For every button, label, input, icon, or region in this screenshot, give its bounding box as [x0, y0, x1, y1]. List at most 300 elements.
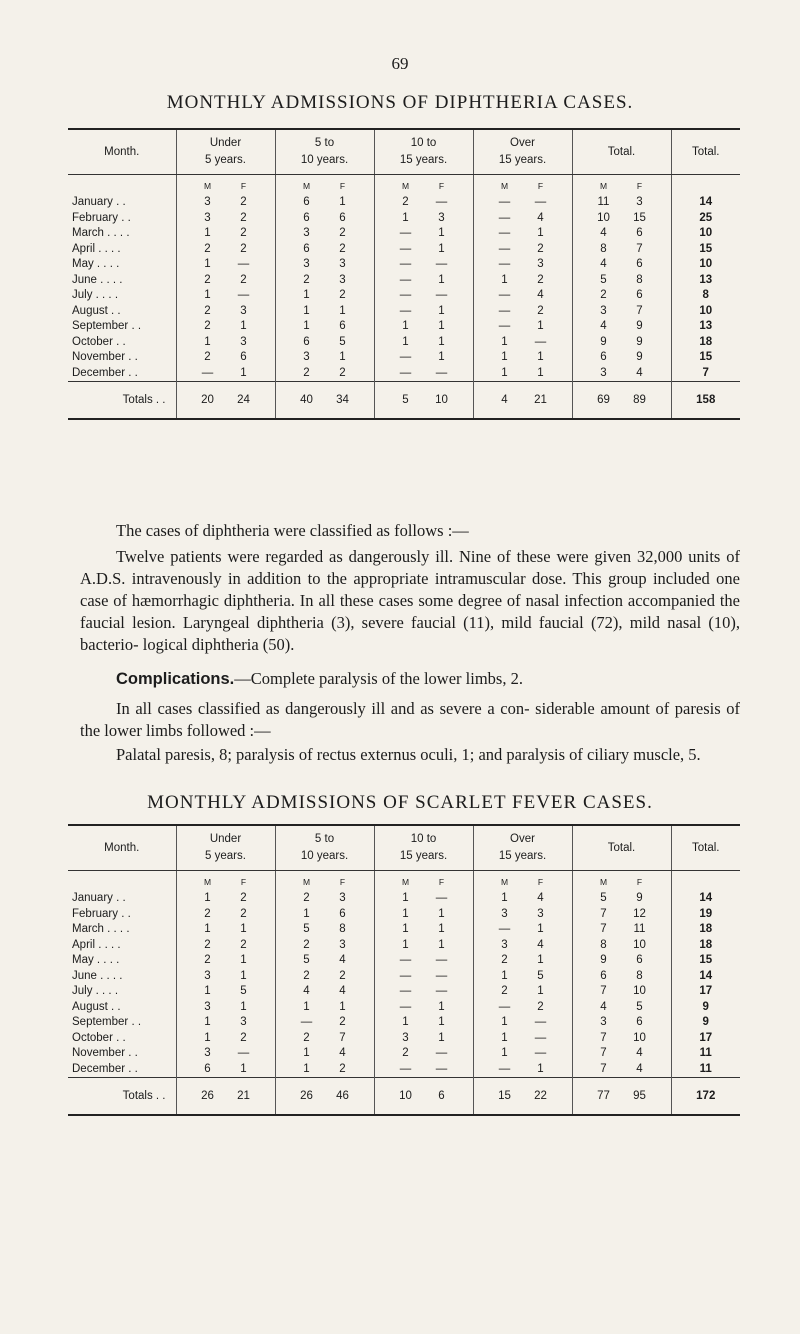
under-5-cell-f: 2 — [240, 907, 247, 920]
over-15-cell-m: — — [498, 320, 511, 332]
total-cell: 9 — [671, 1015, 740, 1031]
total-header: Total. — [671, 129, 740, 175]
over-15-cell-m: 15 — [498, 1090, 511, 1102]
10-to-15-cell — [374, 1015, 473, 1031]
under-5-cell-f: — — [237, 289, 250, 301]
over-15-cell — [473, 938, 572, 954]
total-mf-cell — [572, 891, 671, 907]
10-to-15-cell-m: — — [399, 366, 412, 379]
10-to-15-header — [374, 129, 473, 175]
10-to-15-cell-f: 1 — [438, 304, 445, 317]
dangerously-ill-paragraph: Twelve patients were regarded as dangerously ill. Nine of these were given 32,000 units of A.D.S. intravenously in addition to the appropriate intramuscular dose. This group included one case of hæmorrhagic diphtheria. In all these cases some degree of nasal infection accompanied the faucial lesion. Laryngeal diphtheria (3), severe faucial (11), mild faucial (72), mild nasal (10), bacterio- logical diphtheria (50). — [80, 547, 740, 654]
table-row — [68, 304, 740, 320]
under-5-cell — [176, 938, 275, 954]
under-5-cell-m: 6 — [204, 1062, 211, 1075]
10-to-15-cell — [374, 257, 473, 273]
10-to-15-cell — [374, 366, 473, 382]
mf-subheader — [473, 175, 572, 196]
10-to-15-cell-f: 1 — [438, 273, 445, 286]
table-row — [68, 319, 740, 335]
total-cell: 15 — [671, 242, 740, 258]
month-cell: February . . — [72, 907, 131, 920]
10-to-15-cell-f: 1 — [438, 938, 445, 951]
under-5-cell — [176, 226, 275, 242]
total-mf-cell — [572, 366, 671, 382]
under-5-cell-f: 1 — [240, 320, 247, 332]
m-label: M — [302, 181, 311, 191]
mf-subheader — [275, 871, 374, 892]
5-to-10-header-line1: 5 to — [314, 833, 335, 845]
10-to-15-cell-f: 1 — [438, 227, 445, 239]
total-cell: 17 — [671, 984, 740, 1000]
under-5-cell-f: 5 — [240, 985, 247, 997]
under-5-cell — [176, 273, 275, 289]
5-to-10-cell — [275, 257, 374, 273]
over-15-cell-f: 2 — [537, 242, 544, 255]
total-mf-cell — [572, 335, 671, 351]
total-cell: 11 — [671, 1046, 740, 1062]
10-to-15-cell-m: — — [399, 1062, 412, 1075]
under-5-cell-m: 2 — [204, 954, 211, 966]
10-to-15-cell-m: 1 — [402, 907, 409, 920]
mf-subheader — [374, 175, 473, 196]
total-mf-cell-m: 5 — [600, 273, 607, 286]
over-15-cell-m: 1 — [501, 366, 508, 379]
over-15-cell-f: 4 — [537, 211, 544, 224]
under-5-cell-f: — — [237, 258, 250, 270]
10-to-15-cell-f: 1 — [438, 320, 445, 332]
total-mf-cell-f: 89 — [633, 394, 646, 406]
over-15-cell — [473, 211, 572, 227]
over-15-cell-m: 1 — [501, 1016, 508, 1028]
5-to-10-cell-m: 1 — [303, 907, 310, 920]
month-cell: March . . . . — [72, 923, 130, 935]
10-to-15-cell — [374, 969, 473, 985]
5-to-10-cell-m: 6 — [303, 242, 310, 255]
under-5-cell-m: 1 — [204, 892, 211, 904]
over-15-cell-m: 3 — [501, 938, 508, 951]
table-row — [68, 195, 740, 211]
under-5-cell — [176, 922, 275, 938]
table-row — [68, 1046, 740, 1062]
month-cell: December . . — [72, 1062, 138, 1075]
over-15-cell-m: 3 — [501, 907, 508, 920]
total-mf-cell-f: 11 — [633, 923, 646, 935]
5-to-10-cell-m: 6 — [303, 211, 310, 224]
month-cell: June . . . . — [72, 273, 123, 286]
over-15-cell-f: 3 — [537, 907, 544, 920]
10-to-15-cell-f: — — [435, 289, 448, 301]
10-to-15-cell — [374, 1046, 473, 1062]
5-to-10-cell — [275, 1000, 374, 1016]
total-mf-header: Total. — [572, 825, 671, 871]
under-5-header-line1: Under — [209, 137, 242, 149]
total-mf-cell — [572, 226, 671, 242]
under-5-cell-f: 24 — [237, 394, 250, 406]
m-label: M — [401, 877, 410, 887]
total-mf-cell-f: 9 — [636, 335, 643, 348]
10-to-15-cell-f: — — [435, 985, 448, 997]
under-5-cell-f: 1 — [240, 954, 247, 966]
over-15-cell-m: — — [498, 196, 511, 208]
mf-subheader — [473, 871, 572, 892]
over-15-cell-f: 3 — [537, 258, 544, 270]
10-to-15-cell-f: — — [435, 1062, 448, 1075]
table-row — [68, 938, 740, 954]
5-to-10-cell-m: 1 — [303, 1047, 310, 1059]
under-5-cell — [176, 257, 275, 273]
total-cell: 25 — [671, 211, 740, 227]
over-15-cell-f: 1 — [537, 227, 544, 239]
under-5-cell — [176, 907, 275, 923]
10-to-15-cell-f: 1 — [438, 351, 445, 363]
10-to-15-cell-m: 5 — [402, 394, 409, 406]
5-to-10-cell — [275, 1031, 374, 1047]
over-15-cell — [473, 1062, 572, 1078]
f-label: F — [636, 181, 643, 191]
over-15-cell — [473, 922, 572, 938]
month-cell: August . . — [72, 304, 121, 317]
under-5-cell-f: 1 — [240, 1062, 247, 1075]
total-mf-cell — [572, 984, 671, 1000]
over-15-cell-m: 4 — [501, 394, 508, 406]
table-row — [68, 257, 740, 273]
total-mf-cell — [572, 257, 671, 273]
10-to-15-cell — [374, 242, 473, 258]
5-to-10-cell-f: 2 — [339, 1016, 346, 1028]
under-5-header — [176, 825, 275, 871]
page-number: 69 — [391, 54, 409, 73]
table-row — [68, 1015, 740, 1031]
5-to-10-header-line1: 5 to — [314, 137, 335, 149]
month-cell: August . . — [72, 1000, 121, 1013]
over-15-cell-f: 2 — [537, 304, 544, 317]
5-to-10-cell-m: 1 — [303, 289, 310, 301]
complications-text: —Complete paralysis of the lower limbs, 2. — [234, 669, 523, 688]
10-to-15-cell-m: 1 — [402, 320, 409, 332]
f-label: F — [537, 877, 544, 887]
5-to-10-cell — [275, 1046, 374, 1062]
under-5-cell-m: 3 — [204, 196, 211, 208]
table-row — [68, 969, 740, 985]
total-mf-cell — [572, 319, 671, 335]
under-5-cell-f: 1 — [240, 1000, 247, 1013]
5-to-10-cell — [275, 891, 374, 907]
under-5-cell — [176, 1078, 275, 1116]
total-cell: 19 — [671, 907, 740, 923]
over-15-cell-m: 1 — [501, 1031, 508, 1044]
month-cell: April . . . . — [72, 242, 121, 255]
total-mf-cell-f: 8 — [636, 273, 643, 286]
mf-subheader — [176, 175, 275, 196]
f-label: F — [438, 877, 445, 887]
total-cell: 18 — [671, 922, 740, 938]
total-cell: 8 — [671, 288, 740, 304]
10-to-15-cell — [374, 1000, 473, 1016]
10-to-15-cell-m: 1 — [402, 211, 409, 224]
under-5-cell — [176, 195, 275, 211]
5-to-10-cell-f: 6 — [339, 907, 346, 920]
under-5-cell — [176, 242, 275, 258]
total-mf-cell-f: 6 — [636, 289, 643, 301]
10-to-15-cell-f: — — [435, 258, 448, 270]
under-5-cell-m: 3 — [204, 969, 211, 982]
table-row — [68, 984, 740, 1000]
total-mf-cell — [572, 1000, 671, 1016]
10-to-15-cell — [374, 891, 473, 907]
5-to-10-cell — [275, 226, 374, 242]
10-to-15-cell — [374, 211, 473, 227]
total-mf-cell — [572, 969, 671, 985]
5-to-10-cell — [275, 1015, 374, 1031]
over-15-cell-m: 1 — [501, 1047, 508, 1059]
under-5-cell-m: — — [201, 366, 214, 379]
total-cell: 15 — [671, 350, 740, 366]
month-cell: January . . — [72, 196, 126, 208]
total-cell: 14 — [671, 891, 740, 907]
10-to-15-cell — [374, 273, 473, 289]
total-cell: 13 — [671, 319, 740, 335]
under-5-cell-m: 1 — [204, 289, 211, 301]
totals-row — [68, 1078, 740, 1116]
10-to-15-cell — [374, 953, 473, 969]
total-mf-cell-f: 95 — [633, 1090, 646, 1102]
mf-subheader — [176, 871, 275, 892]
under-5-cell — [176, 304, 275, 320]
month-cell: September . . — [72, 1016, 142, 1028]
mf-subheader — [572, 175, 671, 196]
month-cell: July . . . . — [72, 985, 119, 997]
under-5-cell-m: 2 — [204, 273, 211, 286]
5-to-10-cell-f: 2 — [339, 289, 346, 301]
month-cell: March . . . . — [72, 227, 130, 239]
10-to-15-cell — [374, 304, 473, 320]
table-row — [68, 226, 740, 242]
over-15-cell-f: — — [534, 1047, 547, 1059]
over-15-cell — [473, 1046, 572, 1062]
10-to-15-cell-f: — — [435, 366, 448, 379]
total-mf-cell — [572, 288, 671, 304]
under-5-cell-m: 20 — [201, 394, 214, 406]
palatal-paragraph: Palatal paresis, 8; paralysis of rectus externus oculi, 1; and paralysis of ciliary muscle, 5. — [116, 745, 701, 764]
total-mf-cell-m: 9 — [600, 335, 607, 348]
complications-paragraph — [80, 668, 740, 690]
5-to-10-cell — [275, 1062, 374, 1078]
5-to-10-cell — [275, 938, 374, 954]
5-to-10-cell-f: 3 — [339, 892, 346, 904]
10-to-15-header-line2: 15 years. — [399, 850, 448, 862]
5-to-10-cell-m: 5 — [303, 923, 310, 935]
total-mf-cell — [572, 938, 671, 954]
5-to-10-cell-f: 5 — [339, 335, 346, 348]
under-5-cell-m: 2 — [204, 938, 211, 951]
total-mf-cell-f: 4 — [636, 366, 643, 379]
total-cell: 18 — [671, 335, 740, 351]
under-5-cell-f: 2 — [240, 196, 247, 208]
over-15-cell-f: 1 — [537, 351, 544, 363]
5-to-10-cell — [275, 211, 374, 227]
5-to-10-cell — [275, 969, 374, 985]
under-5-cell-m: 3 — [204, 1047, 211, 1059]
total-mf-cell-f: 4 — [636, 1062, 643, 1075]
under-5-cell-m: 1 — [204, 227, 211, 239]
total-cell: 18 — [671, 938, 740, 954]
5-to-10-cell-m: 1 — [303, 1062, 310, 1075]
10-to-15-cell-m: 2 — [402, 196, 409, 208]
10-to-15-cell-f: 1 — [438, 1016, 445, 1028]
5-to-10-cell-f: 8 — [339, 923, 346, 935]
month-cell: November . . — [72, 1047, 138, 1059]
10-to-15-cell-m: — — [399, 242, 412, 255]
over-15-header — [473, 825, 572, 871]
total-header: Total. — [671, 825, 740, 871]
under-5-cell-f: 2 — [240, 242, 247, 255]
total-mf-cell-m: 5 — [600, 892, 607, 904]
10-to-15-cell-f: — — [435, 1047, 448, 1059]
diphtheria-table-title: MONTHLY ADMISSIONS OF DIPHTHERIA CASES. — [166, 92, 634, 113]
5-to-10-cell-m: 2 — [303, 969, 310, 982]
10-to-15-cell-f: 10 — [435, 394, 448, 406]
under-5-cell-m: 2 — [204, 907, 211, 920]
10-to-15-cell-m: 1 — [402, 923, 409, 935]
m-label: M — [203, 181, 212, 191]
over-15-header-line1: Over — [510, 833, 535, 845]
over-15-cell-m: 2 — [501, 985, 508, 997]
total-cell: 158 — [671, 382, 740, 420]
10-to-15-cell-m: — — [399, 969, 412, 982]
10-to-15-cell-m: — — [399, 954, 412, 966]
10-to-15-cell-m: 10 — [399, 1090, 412, 1102]
total-mf-cell-m: 6 — [600, 351, 607, 363]
5-to-10-cell-m: 2 — [303, 366, 310, 379]
5-to-10-cell-m: 2 — [303, 1031, 310, 1044]
table-row — [68, 335, 740, 351]
under-5-cell — [176, 335, 275, 351]
10-to-15-cell-f: — — [435, 196, 448, 208]
5-to-10-cell-f: 1 — [339, 196, 346, 208]
m-label: M — [203, 877, 212, 887]
5-to-10-cell-f: 46 — [336, 1090, 349, 1102]
10-to-15-cell — [374, 288, 473, 304]
5-to-10-cell-f: 2 — [339, 366, 346, 379]
5-to-10-cell-m: 1 — [303, 320, 310, 332]
classification-intro: The cases of diphtheria were classified as follows :— — [116, 521, 469, 540]
over-15-cell — [473, 1015, 572, 1031]
over-15-cell-f: 21 — [534, 394, 547, 406]
10-to-15-cell-m: 1 — [402, 938, 409, 951]
under-5-header-line2: 5 years. — [205, 850, 246, 862]
total-mf-cell-m: 6 — [600, 969, 607, 982]
under-5-cell — [176, 382, 275, 420]
10-to-15-cell-f: 1 — [438, 242, 445, 255]
over-15-cell — [473, 288, 572, 304]
10-to-15-cell — [374, 907, 473, 923]
under-5-cell — [176, 891, 275, 907]
10-to-15-cell — [374, 382, 473, 420]
5-to-10-cell-f: 6 — [339, 211, 346, 224]
5-to-10-cell-f: 1 — [339, 351, 346, 363]
total-mf-cell-f: 6 — [636, 227, 643, 239]
over-15-cell-m: — — [498, 258, 511, 270]
5-to-10-cell-f: 7 — [339, 1031, 346, 1044]
over-15-cell-f: 4 — [537, 938, 544, 951]
over-15-cell — [473, 366, 572, 382]
total-mf-cell-f: 9 — [636, 320, 643, 332]
over-15-cell — [473, 1031, 572, 1047]
10-to-15-cell — [374, 226, 473, 242]
total-mf-cell-m: 7 — [600, 1062, 607, 1075]
table-row — [68, 288, 740, 304]
month-cell: September . . — [72, 320, 142, 332]
5-to-10-cell-f: 2 — [339, 969, 346, 982]
10-to-15-cell — [374, 922, 473, 938]
5-to-10-cell-m: 1 — [303, 304, 310, 317]
month-header: Month. — [68, 825, 176, 871]
over-15-cell-f: 2 — [537, 273, 544, 286]
under-5-cell-m: 2 — [204, 320, 211, 332]
under-5-cell-f: 2 — [240, 1031, 247, 1044]
under-5-header — [176, 129, 275, 175]
10-to-15-cell-m: 2 — [402, 1047, 409, 1059]
total-mf-cell-m: 10 — [597, 211, 610, 224]
over-15-header-line2: 15 years. — [498, 850, 547, 862]
over-15-cell-m: 1 — [501, 273, 508, 286]
5-to-10-cell-f: 2 — [339, 227, 346, 239]
over-15-cell — [473, 953, 572, 969]
10-to-15-cell — [374, 335, 473, 351]
over-15-cell-f: 1 — [537, 366, 544, 379]
total-mf-cell-f: 6 — [636, 1016, 643, 1028]
total-mf-cell-m: 3 — [600, 304, 607, 317]
under-5-cell — [176, 288, 275, 304]
total-mf-cell — [572, 304, 671, 320]
over-15-cell — [473, 257, 572, 273]
total-mf-cell-m: 7 — [600, 907, 607, 920]
over-15-cell-m: — — [498, 1000, 511, 1013]
5-to-10-cell-f: 2 — [339, 1062, 346, 1075]
under-5-cell-m: 2 — [204, 351, 211, 363]
over-15-cell — [473, 1078, 572, 1116]
under-5-cell — [176, 1062, 275, 1078]
under-5-cell — [176, 1046, 275, 1062]
total-mf-cell-m: 8 — [600, 938, 607, 951]
over-15-cell-f: 1 — [537, 320, 544, 332]
f-label: F — [339, 877, 346, 887]
total-cell: 13 — [671, 273, 740, 289]
over-15-cell — [473, 195, 572, 211]
over-15-cell-f: 4 — [537, 289, 544, 301]
total-mf-cell-m: 4 — [600, 258, 607, 270]
5-to-10-cell — [275, 288, 374, 304]
10-to-15-cell-m: — — [399, 985, 412, 997]
5-to-10-cell — [275, 984, 374, 1000]
5-to-10-cell-m: 3 — [303, 258, 310, 270]
month-cell: April . . . . — [72, 938, 121, 951]
total-mf-cell-m: 7 — [600, 1047, 607, 1059]
table-row — [68, 1062, 740, 1078]
f-label: F — [339, 181, 346, 191]
over-15-cell-f: 22 — [534, 1090, 547, 1102]
total-mf-cell — [572, 1062, 671, 1078]
under-5-cell — [176, 350, 275, 366]
over-15-cell-f: — — [534, 1031, 547, 1044]
5-to-10-header — [275, 129, 374, 175]
total-cell: 11 — [671, 1062, 740, 1078]
10-to-15-cell-f: 1 — [438, 907, 445, 920]
over-15-cell-m: — — [498, 211, 511, 224]
5-to-10-cell-f: 1 — [339, 304, 346, 317]
10-to-15-cell-f: 1 — [438, 1000, 445, 1013]
